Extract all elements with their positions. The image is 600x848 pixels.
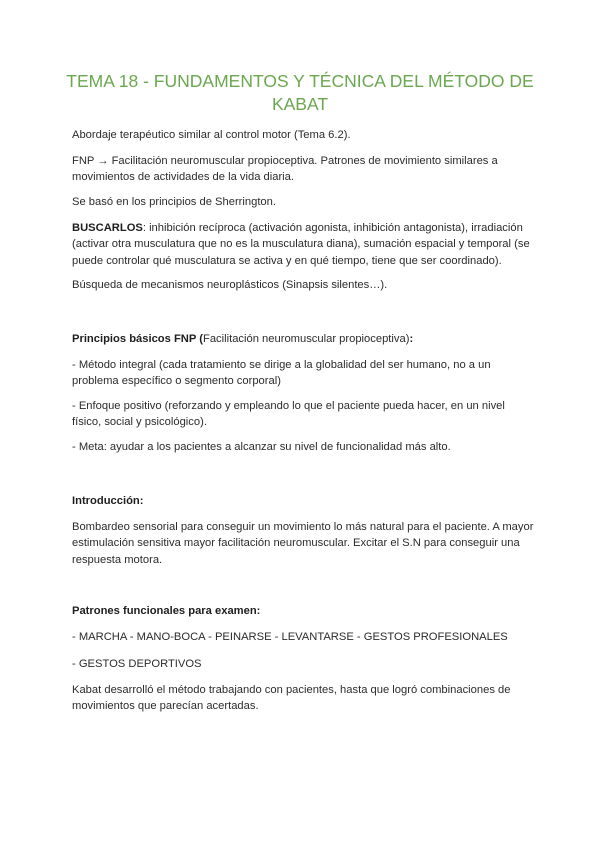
heading-patrones-text: Patrones funcionales para examen:	[72, 605, 261, 617]
heading-introduccion	[72, 493, 534, 509]
document-title: TEMA 18 - FUNDAMENTOS Y TÉCNICA DEL MÉTODO DE KABAT	[66, 71, 534, 114]
paragraph-fnp: FNP → Facilitación neuromuscular propioceptiva. Patrones de movimiento similares a movimientos de actividades de la vida diaria.	[72, 155, 498, 184]
heading-principios	[72, 331, 534, 347]
heading-introduccion-text: Introducción:	[72, 495, 144, 507]
heading-principios-text: Facilitación neuromuscular propioceptiva)	[202, 333, 410, 345]
buscarlos-text: : inhibición recíproca (activación agonista, inhibición antagonista), irradiación (activar otra musculatura que no es la musculatura diana), sumación espacial y temporal (se puede controlar qué musculatura se activa y en qué tiempo, tiene que ser coordinado).	[72, 222, 530, 267]
paragraph-buscarlos	[72, 220, 534, 269]
bullet-meta: - Meta: ayudar a los pacientes a alcanzar su nivel de funcionalidad más alto.	[72, 441, 451, 453]
paragraph-neuroplasticos: Búsqueda de mecanismos neuroplásticos (Sinapsis silentes…).	[72, 279, 388, 291]
paragraph-abordaje: Abordaje terapéutico similar al control motor (Tema 6.2).	[72, 129, 351, 141]
paragraph-sherrington: Se basó en los principios de Sherrington.	[72, 196, 276, 208]
paragraph-patrones-list: - MARCHA - MANO-BOCA - PEINARSE - LEVANTARSE - GESTOS PROFESIONALES	[72, 631, 508, 643]
buscarlos-label: BUSCARLOS	[72, 222, 143, 234]
heading-principios-bold: Principios básicos FNP (	[72, 333, 203, 345]
bullet-enfoque-positivo: - Enfoque positivo (reforzando y empleando lo que el paciente pueda hacer, en un nivel físico, social y psicológico).	[72, 400, 505, 429]
heading-patrones	[72, 603, 534, 619]
heading-principios-colon: :	[409, 333, 414, 345]
paragraph-bombardeo: Bombardeo sensorial para conseguir un movimiento lo más natural para el paciente. A mayor estimulación sensitiva mayor facilitación neuromuscular. Excitar el S.N para conseguir una respuesta motora.	[72, 521, 534, 566]
paragraph-gestos-deportivos: - GESTOS DEPORTIVOS	[72, 658, 202, 670]
bullet-metodo-integral: - Método integral (cada tratamiento se dirige a la globalidad del ser humano, no a un problema específico o segmento corporal)	[72, 359, 491, 388]
paragraph-kabat: Kabat desarrolló el método trabajando con pacientes, hasta que logró combinaciones de movimientos que parecían acertadas.	[72, 684, 511, 713]
